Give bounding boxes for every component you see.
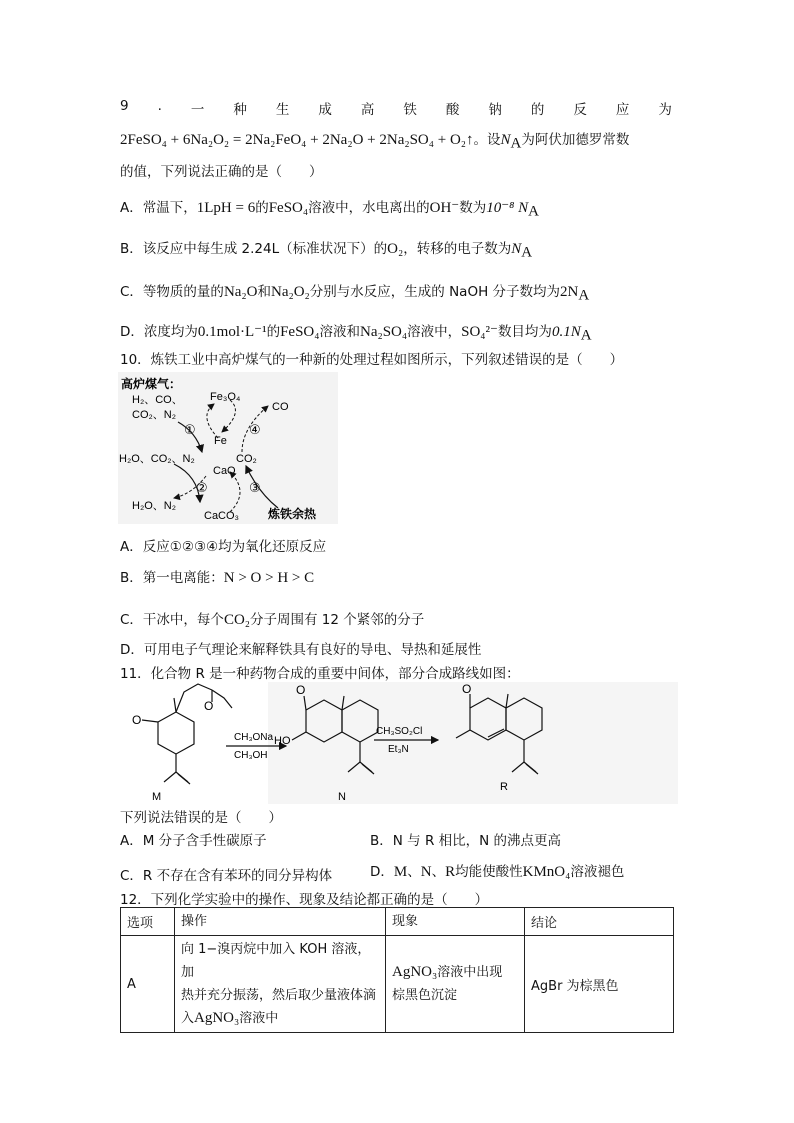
q9-option-a: A．常温下，1LpH = 6的FeSO₄溶液中，水电离出的OH⁻数为10⁻⁸ $N_A$ — [120, 200, 539, 220]
label-r: R — [500, 781, 508, 793]
header-option: 选项 — [121, 908, 175, 936]
label-m: M — [152, 791, 162, 803]
header-conclusion: 结论 — [525, 908, 674, 936]
caco3-label: CaCO₃ — [204, 510, 240, 522]
q10-stem: 10．炼铁工业中高炉煤气的一种新的处理过程如图所示，下列叙述错误的是（ ） — [120, 352, 624, 368]
reagent-1-bottom: CH₃OH — [234, 750, 268, 761]
q12-stem: 12．下列化学实验中的操作、现象及结论都正确的是（ ） — [120, 892, 489, 908]
q11-option-a: A．M 分子含手性碳原子 — [120, 833, 267, 849]
q11-option-b: B．N 与 R 相比，N 的沸点更高 — [370, 833, 562, 849]
co-label: CO — [272, 401, 289, 413]
q11-option-c: C．R 不存在含有苯环的同分异构体 — [120, 868, 333, 884]
step-1-marker: ① — [184, 422, 196, 437]
q10-option-d: D．可用电子气理论来解释铁具有良好的导电、导热和延展性 — [120, 642, 482, 658]
exhaust-gas-label: H₂O、N₂ — [132, 500, 176, 512]
waste-heat-label: 炼铁余热 — [268, 507, 317, 521]
n-hydroxyl: HO — [274, 735, 291, 747]
row-a-phenomenon: AgNO₃溶液中出现 棕黑色沉淀 — [386, 936, 525, 1033]
n-carbonyl-oxygen: O — [296, 683, 306, 697]
q9-option-c: C．等物质的量的Na₂O和Na₂O₂分别与水反应，生成的 NaOH 分子数均为$2N_A$ — [120, 284, 590, 304]
reagent-1-top: CH₃ONa — [234, 732, 274, 743]
step-4-marker: ④ — [249, 422, 261, 437]
co2-label: CO₂ — [236, 453, 257, 465]
label-n: N — [338, 791, 346, 803]
header-phenomenon: 现象 — [386, 908, 525, 936]
na-symbol: N — [500, 132, 511, 148]
q9-dot: . — [157, 98, 162, 114]
m-side-oxygen: O — [204, 699, 214, 713]
step-3-marker: ③ — [249, 480, 261, 495]
blast-furnace-gas-process-diagram — [118, 372, 338, 524]
gas-composition-2: CO₂、N₂ — [132, 409, 176, 421]
q10-option-b: B．第一电离能：N > O > H > C — [120, 570, 315, 586]
q9-option-d: D．浓度均为0.1mol·L⁻¹的FeSO₄溶液和Na₂SO₄溶液中，SO₄²⁻数目均为$0.1N_A$ — [120, 324, 592, 344]
q9-equation: 2FeSO₄ + 6Na₂O₂ = 2Na₂FeO₄ + 2Na₂O + 2Na₂SO₄ + O₂↑ — [120, 132, 474, 148]
intermediate-gas-label: H₂O、CO₂、N₂ — [119, 453, 195, 465]
r-carbonyl-oxygen: O — [462, 682, 472, 696]
experiment-table — [120, 907, 674, 1033]
q10-option-a: A．反应①②③④均为氧化还原反应 — [120, 539, 327, 555]
q10-option-c: C．干冰中，每个CO₂分子周围有 12 个紧邻的分子 — [120, 612, 425, 628]
table-row — [121, 936, 674, 1033]
reagent-2-bottom: Et₃N — [388, 744, 409, 755]
q9-stem-line2: 2FeSO₄ + 6Na₂O₂ = 2Na₂FeO₄ + 2Na₂O + 2Na₂SO₄ + O₂↑。设$N_A$为阿伏加德罗常数 — [120, 132, 630, 152]
q11-option-d: D．M、N、R均能使酸性KMnO₄溶液褪色 — [370, 864, 625, 880]
q9-stem-line1: 9 . 一 种 生 成 高 铁 酸 钠 的 反 应 为 — [120, 98, 672, 118]
gas-label: 高炉煤气： — [121, 377, 182, 391]
q11-stem-2: 下列说法错误的是（ ） — [120, 810, 282, 826]
row-a-operation: 向 1−溴丙烷中加入 KOH 溶液，加 热并充分振荡，然后取少量液体滴 入AgNO₃溶液中 — [175, 936, 386, 1033]
q9-number: 9 — [120, 98, 129, 114]
cao-label: CaO — [213, 465, 236, 477]
reagent-2-top: CH₃SO₂Cl — [376, 726, 423, 737]
q9-stem-line3: 的值，下列说法正确的是（ ） — [120, 164, 323, 180]
row-a-option: A — [121, 936, 175, 1033]
q9-option-b: B．该反应中每生成 2.24L（标准状况下）的O₂，转移的电子数为$N_A$ — [120, 241, 533, 261]
structure-m-ring — [158, 712, 194, 754]
table-header-row — [121, 908, 674, 936]
header-operation: 操作 — [175, 908, 386, 936]
row-a-conclusion: AgBr 为棕黑色 — [525, 936, 674, 1033]
q11-stem: 11．化合物 R 是一种药物合成的重要中间体，部分合成路线如图： — [120, 666, 520, 682]
fe3o4-label: Fe₃O₄ — [210, 391, 241, 403]
fe-label: Fe — [214, 435, 227, 447]
gas-composition-1: H₂、CO、 — [132, 394, 183, 406]
synthesis-route-diagram — [118, 682, 678, 804]
m-carbonyl-oxygen: O — [132, 713, 142, 727]
step-2-marker: ② — [196, 480, 208, 495]
